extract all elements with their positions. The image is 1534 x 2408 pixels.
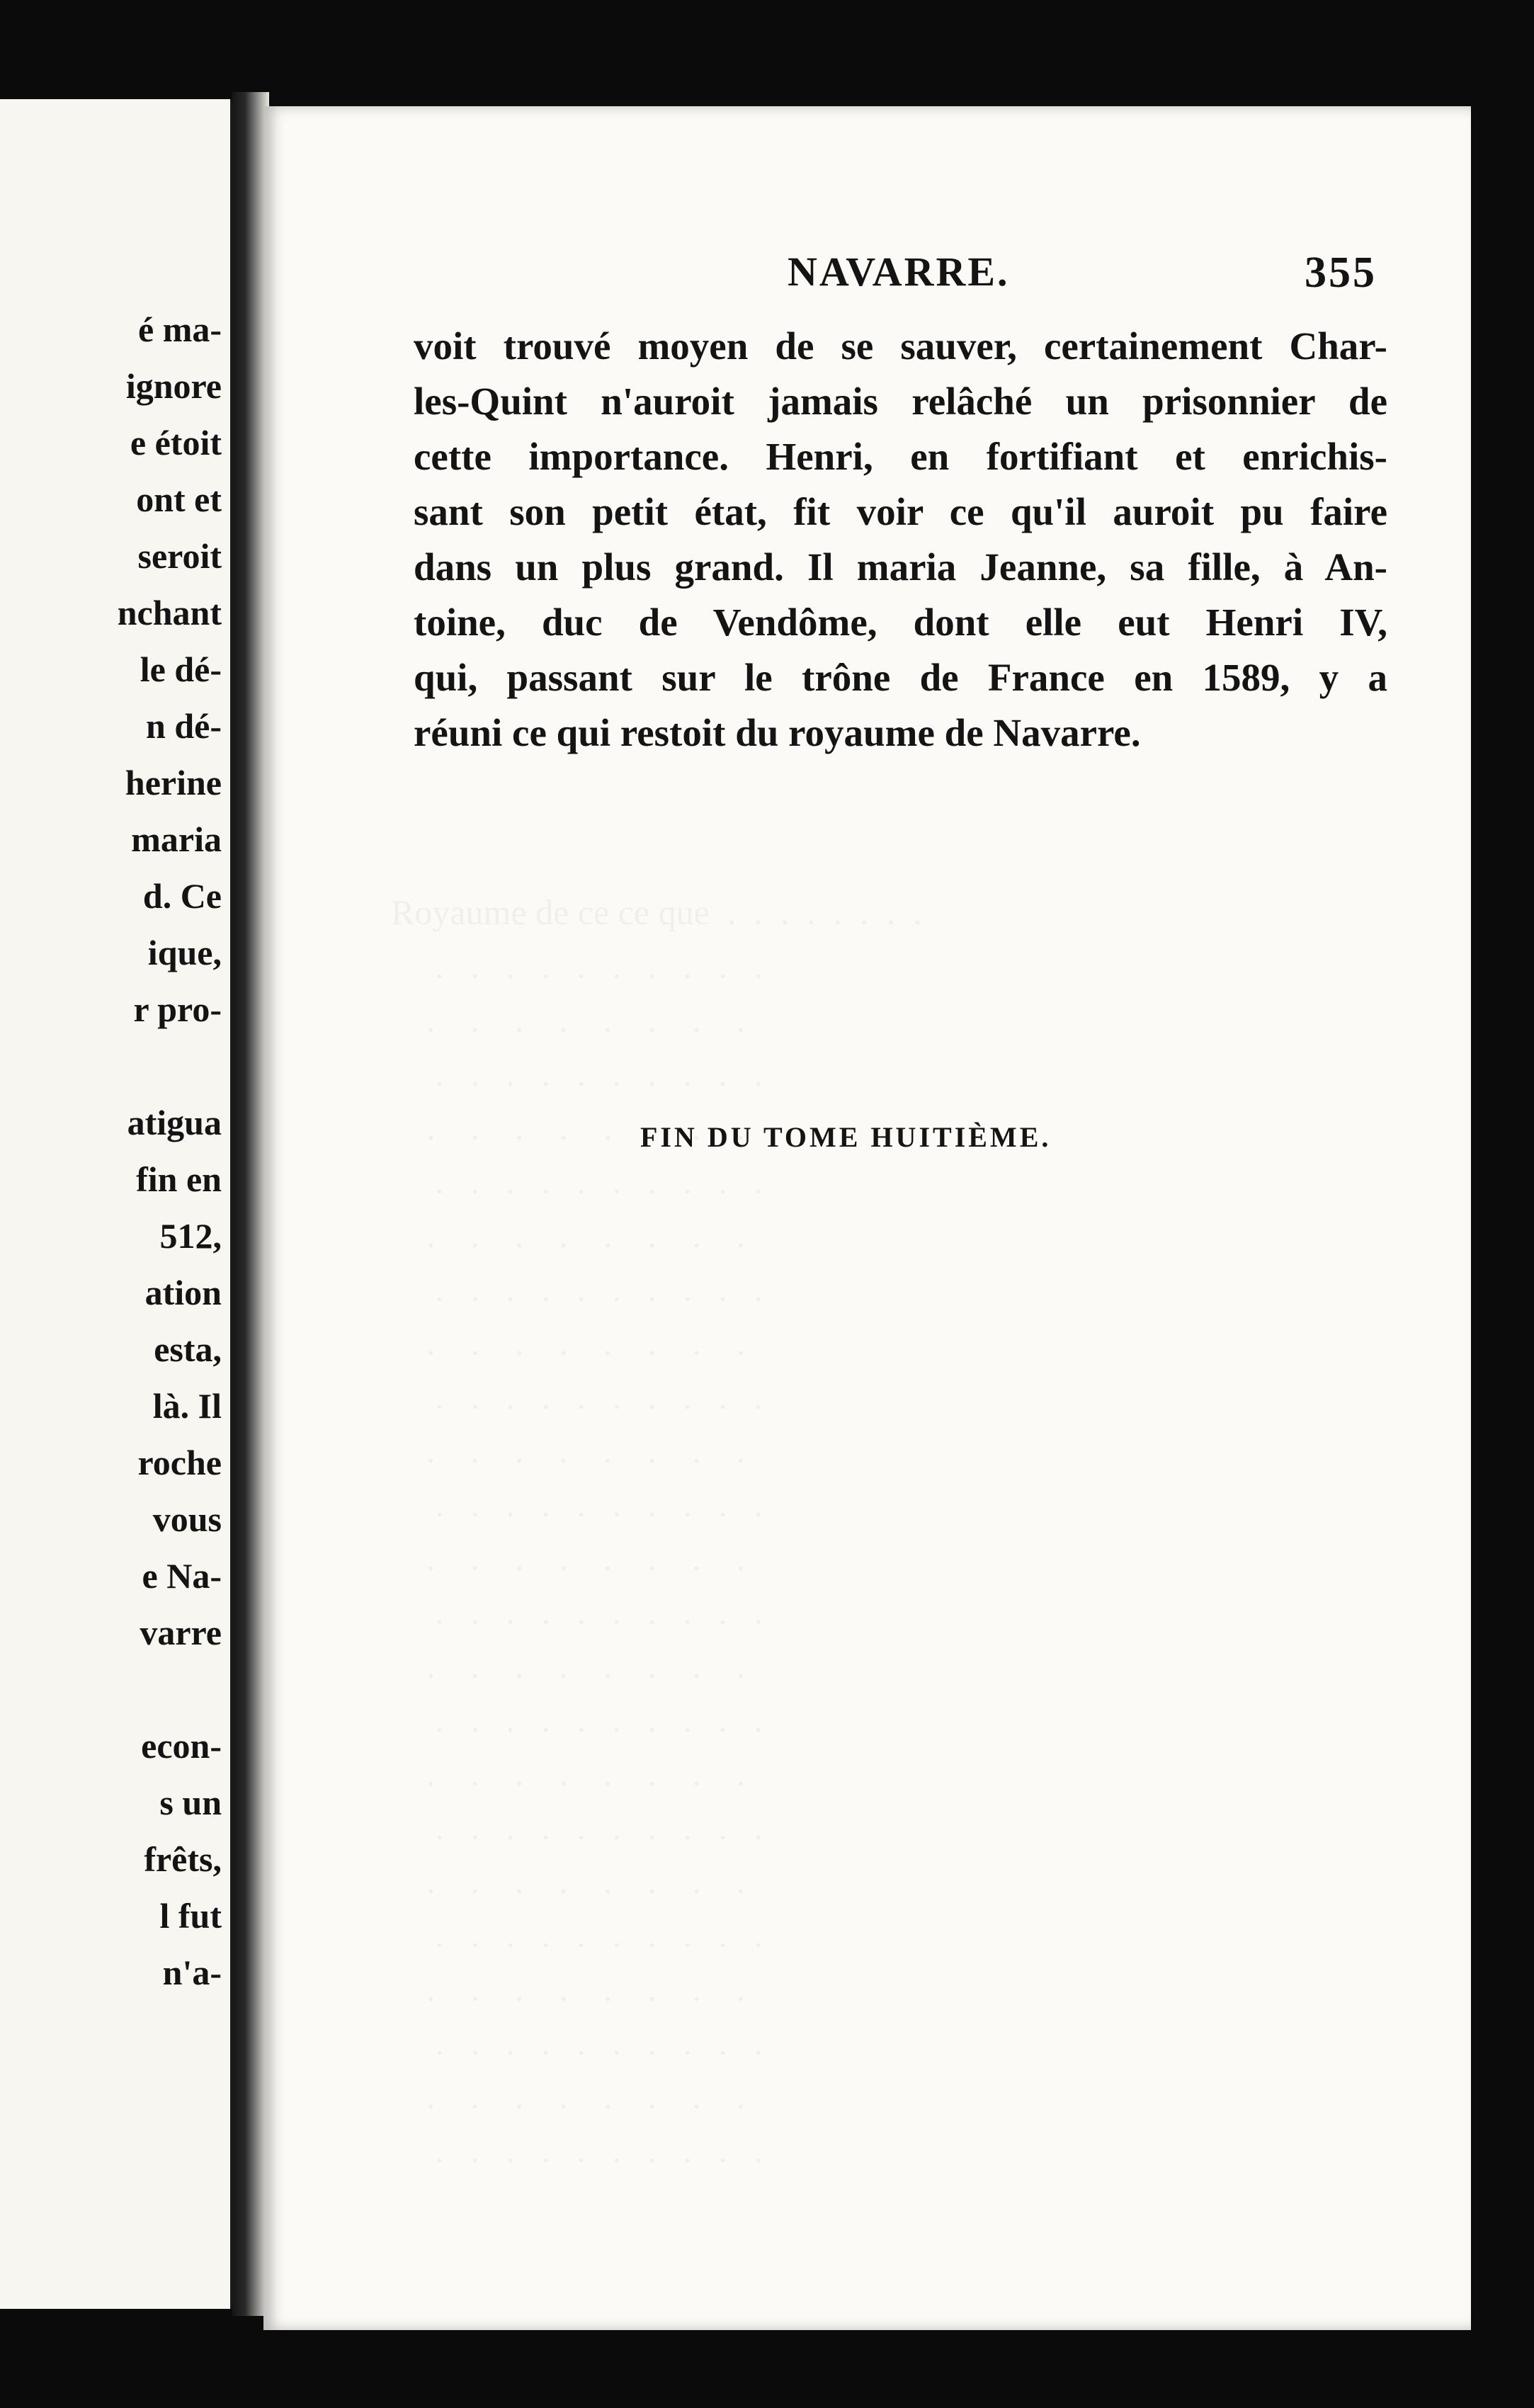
left-page-line: nchant — [117, 593, 222, 632]
left-page-line: seroit — [137, 536, 222, 576]
text-line: réuni ce qui restoit du royaume de Navarre. — [414, 711, 1141, 754]
left-page-line: frêts, — [144, 1839, 222, 1879]
left-page-line: é ma- — [138, 309, 222, 349]
end-of-volume-note: FIN DU TOME HUITIÈME. — [640, 1121, 1052, 1153]
left-page-line: fin en — [136, 1159, 222, 1199]
text-line: dans un plus grand. Il maria Jeanne, sa fille, à An- — [414, 545, 1387, 589]
left-page-line: ont et — [136, 479, 222, 519]
left-page-line: le dé- — [140, 649, 222, 689]
left-page-line: ique, — [147, 933, 222, 972]
left-page-line: là. Il — [152, 1386, 222, 1426]
left-page-line: econ- — [141, 1726, 222, 1766]
left-page-line: atigua — [127, 1103, 222, 1142]
left-page-line: ation — [144, 1273, 222, 1312]
left-page-line: roche — [137, 1443, 222, 1482]
left-page-line: ignore — [125, 366, 222, 406]
text-line: voit trouvé moyen de se sauver, certainement Char- — [414, 324, 1387, 368]
running-head-title: NAVARRE. — [788, 249, 1010, 295]
left-page-line: vous — [152, 1499, 222, 1539]
left-page-line: d. Ce — [142, 876, 222, 916]
left-page-line: r pro- — [133, 989, 222, 1029]
text-line: qui, passant sur le trône de France en 1589, y a — [414, 656, 1387, 699]
left-page-line: e étoit — [130, 423, 222, 462]
text-line: sant son petit état, fit voir ce qu'il auroit pu faire — [414, 490, 1387, 533]
left-page-line: 512, — [159, 1216, 222, 1256]
text-line: cette importance. Henri, en fortifiant et enrichis- — [414, 435, 1387, 478]
right-page — [263, 106, 1471, 2330]
left-page-line: n dé- — [146, 706, 222, 746]
left-page-line: varre — [140, 1613, 222, 1652]
page-number: 355 — [1305, 249, 1377, 297]
left-page-line: esta, — [154, 1329, 222, 1369]
left-page-line: s un — [159, 1783, 222, 1822]
text-line: toine, duc de Vendôme, dont elle eut Henri IV, — [414, 601, 1387, 644]
show-through-texture — [391, 885, 1382, 2231]
left-page-line: l fut — [159, 1896, 222, 1936]
left-page-line: maria — [131, 819, 222, 859]
left-page-line: herine — [125, 763, 222, 802]
left-facing-page — [0, 99, 237, 2309]
left-page-line: e Na- — [142, 1556, 222, 1596]
text-line: les-Quint n'auroit jamais relâché un prisonnier de — [414, 380, 1387, 423]
body-paragraph — [414, 319, 1387, 761]
left-page-line: n'a- — [162, 1953, 222, 1992]
